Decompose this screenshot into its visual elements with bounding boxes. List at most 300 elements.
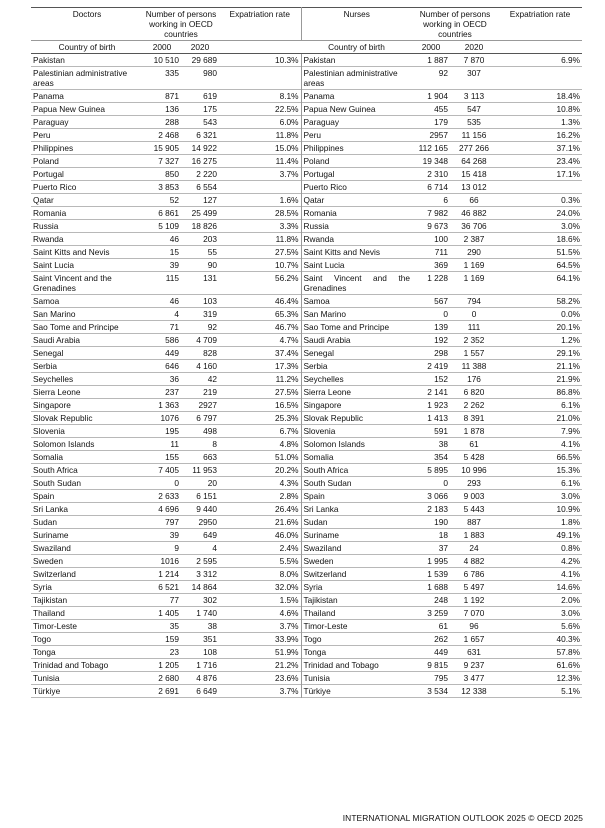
nurses-2000-cell: 1 904 — [427, 91, 448, 101]
doctors-2020-cell: 4 876 — [196, 673, 217, 683]
doctors-country-cell: Peru — [33, 130, 51, 140]
doctors-2000-cell: 586 — [165, 335, 179, 345]
table-row — [31, 181, 582, 194]
nurses-2020-header: 2020 — [450, 41, 498, 54]
nurses-rate-cell: 21.1% — [556, 361, 580, 371]
doctors-rate-cell: 3.7% — [219, 168, 301, 181]
doctors-2000-cell: 3 853 — [158, 182, 179, 192]
nurses-rate-cell: 29.1% — [556, 348, 580, 358]
nurses-rate-cell: 1.3% — [561, 117, 580, 127]
doctors-rate-cell: 11.4% — [219, 155, 301, 168]
doctors-country-cell: Swaziland — [33, 543, 71, 553]
nurses-2000-cell: 248 — [434, 595, 448, 605]
doctors-2020-cell: 1 740 — [196, 608, 217, 618]
table-row — [31, 490, 582, 503]
doctors-country-cell: Slovak Republic — [33, 413, 93, 423]
doctors-country-cell: Pakistan — [33, 55, 65, 65]
doctors-2000-cell: 15 — [169, 247, 179, 257]
doctors-country-cell: Sri Lanka — [33, 504, 69, 514]
nurses-2000-cell: 61 — [438, 621, 448, 631]
nurses-2020-cell: 1 557 — [463, 348, 485, 358]
doctors-country-cell: South Africa — [33, 465, 78, 475]
doctors-2000-cell: 2 633 — [158, 491, 179, 501]
nurses-2000-cell: 1 887 — [427, 55, 448, 65]
nurses-rate-cell: 51.5% — [556, 247, 580, 257]
doctors-rate-cell: 21.2% — [219, 659, 301, 672]
table-row — [31, 503, 582, 516]
nurses-2020-cell: 11 388 — [461, 361, 487, 371]
nurses-2020-cell: 1 192 — [463, 595, 485, 605]
nurses-country-cell: Türkiye — [303, 686, 331, 696]
doctors-2020-cell: 980 — [203, 68, 217, 78]
nurses-2020-cell: 12 338 — [461, 686, 487, 696]
doctors-rate-cell: 27.5% — [219, 386, 301, 399]
doctors-2020-cell: 16 275 — [191, 156, 217, 166]
nurses-2000-cell: 9 673 — [427, 221, 448, 231]
doctors-rate-cell: 56.2% — [219, 272, 301, 295]
doctors-number-header: Number of persons working in OECD countries — [145, 9, 217, 39]
nurses-2020-cell: 64 268 — [461, 156, 487, 166]
nurses-2020-cell: 9 237 — [463, 660, 485, 670]
nurses-country-cell: Saudi Arabia — [303, 335, 351, 345]
nurses-2020-cell: 6 820 — [463, 387, 485, 397]
doctors-rate-cell: 1.5% — [219, 594, 301, 607]
doctors-2000-cell: 1016 — [160, 556, 179, 566]
doctors-2000-cell: 10 510 — [153, 55, 179, 65]
nurses-2020-cell: 3 113 — [463, 91, 485, 101]
table-row — [31, 529, 582, 542]
doctors-country-cell: Saint Vincent and the Grenadines — [33, 273, 112, 293]
doctors-2000-cell: 237 — [165, 387, 179, 397]
nurses-2000-cell: 449 — [434, 647, 448, 657]
doctors-rate-cell: 28.5% — [219, 207, 301, 220]
doctors-2020-cell: 2 220 — [196, 169, 217, 179]
nurses-2000-cell: 0 — [443, 478, 448, 488]
nurses-country-cell: Panama — [303, 91, 335, 101]
nurses-2020-cell: 2 262 — [463, 400, 485, 410]
nurses-country-cell: Slovenia — [303, 426, 336, 436]
nurses-country-cell: South Sudan — [303, 478, 352, 488]
nurses-2020-cell: 4 882 — [463, 556, 485, 566]
nurses-rate-cell: 66.5% — [556, 452, 580, 462]
doctors-country-cell: Poland — [33, 156, 59, 166]
doctors-2000-cell: 71 — [169, 322, 179, 332]
nurses-rate-cell: 16.2% — [556, 130, 580, 140]
nurses-rate-cell: 3.0% — [561, 221, 580, 231]
nurses-2020-cell: 547 — [467, 104, 481, 114]
doctors-2000-cell: 4 — [174, 309, 179, 319]
doctors-rate-cell: 8.1% — [219, 90, 301, 103]
doctors-country-cell: Spain — [33, 491, 55, 501]
nurses-country-cell: Spain — [303, 491, 325, 501]
doctors-2020-cell: 175 — [203, 104, 217, 114]
doctors-country-cell: Qatar — [33, 195, 54, 205]
doctors-country-cell: Romania — [33, 208, 67, 218]
nurses-2000-cell: 1 688 — [427, 582, 448, 592]
table-row — [31, 477, 582, 490]
nurses-country-cell: Thailand — [303, 608, 336, 618]
doctors-2000-cell: 850 — [165, 169, 179, 179]
nurses-2020-cell: 7 070 — [463, 608, 485, 618]
nurses-2020-cell: 24 — [469, 543, 479, 553]
nurses-rate-cell: 6.1% — [561, 478, 580, 488]
table-row — [31, 90, 582, 103]
doctors-2000-cell: 6 861 — [158, 208, 179, 218]
nurses-rate-cell: 1.8% — [561, 517, 580, 527]
nurses-country-cell: Switzerland — [303, 569, 347, 579]
doctors-2000-cell: 449 — [165, 348, 179, 358]
nurses-2020-cell: 794 — [467, 296, 481, 306]
nurses-2000-cell: 112 165 — [418, 143, 448, 153]
nurses-country-cell: South Africa — [303, 465, 349, 475]
doctors-2000-cell: 2 691 — [158, 686, 179, 696]
doctors-rate-cell: 46.0% — [219, 529, 301, 542]
nurses-rate-cell: 5.1% — [561, 686, 580, 696]
doctors-2000-cell: 1 214 — [158, 569, 179, 579]
doctors-2020-cell: 203 — [203, 234, 217, 244]
nurses-2000-cell: 100 — [434, 234, 448, 244]
nurses-rate-cell: 61.6% — [556, 660, 580, 670]
doctors-rate-cell: 25.3% — [219, 412, 301, 425]
nurses-2000-cell: 3 259 — [427, 608, 448, 618]
nurses-2000-cell: 92 — [438, 68, 448, 78]
doctors-rate-cell: 37.4% — [219, 347, 301, 360]
doctors-2000-cell: 11 — [170, 439, 179, 449]
nurses-2000-cell: 262 — [434, 634, 448, 644]
nurses-rate-cell: 14.6% — [556, 582, 580, 592]
nurses-rate-cell: 58.2% — [556, 296, 580, 306]
doctors-country-cell: Türkiye — [33, 686, 61, 696]
nurses-country-cell: Sao Tome and Principe — [303, 322, 390, 332]
doctors-country-cell: Russia — [33, 221, 59, 231]
nurses-2000-cell: 0 — [443, 309, 448, 319]
doctors-2000-cell: 1 405 — [158, 608, 179, 618]
doctors-2000-cell: 5 109 — [158, 221, 179, 231]
doctors-2000-cell: 35 — [169, 621, 179, 631]
table-row — [31, 220, 582, 233]
table-row — [31, 659, 582, 672]
nurses-2020-cell: 10 996 — [461, 465, 487, 475]
table-row — [31, 464, 582, 477]
table-row — [31, 67, 582, 90]
nurses-2000-cell: 1 228 — [427, 273, 448, 283]
doctors-rate-cell: 20.2% — [219, 464, 301, 477]
doctors-rate-cell: 17.3% — [219, 360, 301, 373]
doctors-2000-cell: 0 — [174, 478, 179, 488]
nurses-country-cell: Togo — [303, 634, 322, 644]
nurses-2020-cell: 1 883 — [463, 530, 485, 540]
doctors-rate-cell: 11.2% — [219, 373, 301, 386]
table-row — [31, 646, 582, 659]
nurses-country-cell: Sweden — [303, 556, 334, 566]
doctors-rate-cell: 11.8% — [219, 233, 301, 246]
nurses-2020-cell: 631 — [467, 647, 481, 657]
nurses-country-cell: Pakistan — [303, 55, 336, 65]
doctors-rate-cell: 32.0% — [219, 581, 301, 594]
nurses-rate-cell: 15.3% — [556, 465, 580, 475]
doctors-country-cell: Switzerland — [33, 569, 76, 579]
doctors-country-cell: Saint Kitts and Nevis — [33, 247, 110, 257]
doctors-2020-cell: 6 554 — [196, 182, 217, 192]
nurses-rate-cell: 49.1% — [556, 530, 580, 540]
doctors-2000-cell: 159 — [165, 634, 179, 644]
nurses-country-cell: Tunisia — [303, 673, 330, 683]
table-row — [31, 581, 582, 594]
nurses-2020-cell: 1 657 — [463, 634, 485, 644]
table-row — [31, 233, 582, 246]
nurses-2020-cell: 887 — [467, 517, 481, 527]
nurses-2000-cell: 37 — [438, 543, 448, 553]
doctors-country-cell: Samoa — [33, 296, 60, 306]
doctors-rate-cell: 10.3% — [219, 54, 301, 67]
doctors-rate-cell: 3.7% — [219, 685, 301, 698]
nurses-country-cell: Somalia — [303, 452, 334, 462]
doctors-2020-cell: 1 716 — [196, 660, 217, 670]
doctors-country-cell: Serbia — [33, 361, 57, 371]
nurses-2000-cell: 354 — [434, 452, 448, 462]
doctors-2020-cell: 11 953 — [192, 465, 217, 475]
nurses-country-cell: Swaziland — [303, 543, 342, 553]
doctors-rate-cell: 33.9% — [219, 633, 301, 646]
doctors-rate-cell: 23.6% — [219, 672, 301, 685]
nurses-country-cell: Slovak Republic — [303, 413, 363, 423]
table-row — [31, 103, 582, 116]
doctors-header: Doctors — [72, 9, 102, 19]
table-row — [31, 142, 582, 155]
nurses-2000-cell: 567 — [434, 296, 448, 306]
nurses-2000-header: 2000 — [412, 41, 450, 54]
doctors-rate-cell: 2.8% — [219, 490, 301, 503]
doctors-2020-cell: 38 — [207, 621, 217, 631]
doctors-2000-cell: 77 — [169, 595, 179, 605]
doctors-2000-cell: 39 — [169, 530, 179, 540]
doctors-2020-cell: 90 — [207, 260, 217, 270]
doctors-country-cell: Syria — [33, 582, 52, 592]
table-row — [31, 246, 582, 259]
table-row — [31, 308, 582, 321]
nurses-country-cell: Russia — [303, 221, 329, 231]
table-row — [31, 399, 582, 412]
doctors-country-cell: Sao Tome and Principe — [33, 322, 119, 332]
nurses-country-cell: Qatar — [303, 195, 325, 205]
nurses-rate-cell: 6.9% — [561, 55, 580, 65]
doctors-rate-cell: 11.8% — [219, 129, 301, 142]
doctors-country-cell: Paraguay — [33, 117, 69, 127]
doctors-2020-cell: 663 — [203, 452, 217, 462]
nurses-2000-cell: 179 — [434, 117, 448, 127]
nurses-rate-subheader — [498, 41, 582, 54]
nurses-country-cell: Seychelles — [303, 374, 344, 384]
nurses-country-cell: Poland — [303, 156, 330, 166]
nurses-country-cell: Rwanda — [303, 234, 334, 244]
table-row — [31, 373, 582, 386]
nurses-2000-cell: 7 982 — [427, 208, 448, 218]
nurses-country-cell: Serbia — [303, 361, 328, 371]
table-row — [31, 116, 582, 129]
doctors-2000-cell: 195 — [165, 426, 179, 436]
nurses-rate-cell: 23.4% — [556, 156, 580, 166]
nurses-2020-cell: 9 003 — [463, 491, 485, 501]
doctors-rate-cell: 2.4% — [219, 542, 301, 555]
nurses-rate-cell: 6.1% — [561, 400, 580, 410]
doctors-country-cell: Togo — [33, 634, 51, 644]
doctors-2020-cell: 108 — [203, 647, 217, 657]
doctors-2020-cell: 25 499 — [191, 208, 217, 218]
table-row — [31, 347, 582, 360]
nurses-2020-cell: 307 — [467, 68, 481, 78]
nurses-2000-cell: 711 — [434, 247, 448, 257]
doctors-country-cell: Solomon Islands — [33, 439, 95, 449]
table-row — [31, 568, 582, 581]
nurses-country-cell: Saint Lucia — [303, 260, 345, 270]
doctors-2020-cell: 351 — [203, 634, 217, 644]
nurses-2020-cell: 176 — [467, 374, 481, 384]
nurses-rate-cell: 4.2% — [561, 556, 580, 566]
nurses-rate-cell: 86.8% — [556, 387, 580, 397]
doctors-2000-cell: 4 696 — [158, 504, 179, 514]
doctors-country-cell: Singapore — [33, 400, 71, 410]
nurses-2000-cell: 2 141 — [427, 387, 448, 397]
nurses-2000-cell: 369 — [434, 260, 448, 270]
nurses-2020-cell: 277 266 — [459, 143, 489, 153]
nurses-rate-cell: 21.0% — [556, 413, 580, 423]
doctors-country-cell: Slovenia — [33, 426, 65, 436]
nurses-rate-cell: 4.1% — [561, 569, 580, 579]
table-row — [31, 259, 582, 272]
nurses-2000-cell: 591 — [434, 426, 448, 436]
doctors-country-cell: Timor-Leste — [33, 621, 77, 631]
nurses-rate-cell: 1.2% — [561, 335, 580, 345]
table-row — [31, 607, 582, 620]
doctors-2000-cell: 23 — [169, 647, 179, 657]
nurses-2020-cell: 6 786 — [463, 569, 485, 579]
doctors-2000-cell: 115 — [165, 273, 179, 283]
nurses-rate-cell — [498, 181, 582, 194]
nurses-rate-cell: 17.1% — [556, 169, 580, 179]
nurses-2000-cell: 455 — [434, 104, 448, 114]
nurses-rate-cell: 2.0% — [561, 595, 580, 605]
table-row — [31, 542, 582, 555]
nurses-2020-cell: 61 — [469, 439, 479, 449]
table-row — [31, 620, 582, 633]
doctors-2000-header: 2000 — [143, 41, 181, 54]
doctors-2000-cell: 155 — [165, 452, 179, 462]
doctors-2000-cell: 9 — [174, 543, 179, 553]
nurses-country-cell: Papua New Guinea — [303, 104, 376, 114]
doctors-country-cell: Senegal — [33, 348, 64, 358]
nurses-rate-cell: 0.0% — [561, 309, 580, 319]
doctors-2020-cell: 103 — [203, 296, 217, 306]
nurses-2000-cell: 152 — [434, 374, 448, 384]
nurses-rate-cell: 0.8% — [561, 543, 580, 553]
nurses-2000-cell: 19 348 — [422, 156, 448, 166]
nurses-rate-cell: 24.0% — [556, 208, 580, 218]
nurses-2000-cell: 3 066 — [427, 491, 448, 501]
nurses-2020-cell: 535 — [467, 117, 481, 127]
doctors-2000-cell: 7 405 — [158, 465, 179, 475]
nurses-rate-cell: 3.0% — [561, 491, 580, 501]
table-row — [31, 438, 582, 451]
doctors-country-cell: Suriname — [33, 530, 69, 540]
nurses-2000-cell: 795 — [434, 673, 448, 683]
nurses-rate-cell: 7.9% — [561, 426, 580, 436]
table-row — [31, 685, 582, 698]
nurses-2000-cell: 192 — [434, 335, 448, 345]
table-row — [31, 168, 582, 181]
nurses-rate-cell: 0.3% — [561, 195, 580, 205]
doctors-rate-cell: 65.3% — [219, 308, 301, 321]
table-row — [31, 360, 582, 373]
nurses-2020-cell: 13 012 — [461, 182, 487, 192]
nurses-country-cell: Sierra Leone — [303, 387, 352, 397]
table-row — [31, 594, 582, 607]
doctors-country-cell: Panama — [33, 91, 64, 101]
doctors-rate-cell: 16.5% — [219, 399, 301, 412]
data-table — [31, 7, 582, 698]
table-row — [31, 194, 582, 207]
nurses-2020-cell: 1 169 — [463, 260, 485, 270]
nurses-rate-cell: 37.1% — [556, 143, 580, 153]
nurses-2000-cell: 5 895 — [427, 465, 448, 475]
doctors-2000-cell: 1 363 — [158, 400, 179, 410]
table-row — [31, 272, 582, 295]
table-row — [31, 386, 582, 399]
nurses-2020-cell: 46 882 — [461, 208, 487, 218]
nurses-country-cell: Singapore — [303, 400, 342, 410]
doctors-2020-cell: 649 — [203, 530, 217, 540]
doctors-rate-cell: 4.7% — [219, 334, 301, 347]
doctors-rate-cell: 6.0% — [219, 116, 301, 129]
nurses-country-cell: Timor-Leste — [303, 621, 348, 631]
doctors-2000-cell: 1076 — [160, 413, 179, 423]
doctors-country-cell: Trinidad and Tobago — [33, 660, 109, 670]
doctors-2020-cell: 302 — [203, 595, 217, 605]
doctors-2020-cell: 8 — [212, 439, 217, 449]
table-row — [31, 155, 582, 168]
doctors-country-cell: Sudan — [33, 517, 57, 527]
table-row — [31, 555, 582, 568]
doctors-country-cell: Sierra Leone — [33, 387, 81, 397]
nurses-rate-cell — [498, 67, 582, 90]
nurses-2020-cell: 11 156 — [461, 130, 487, 140]
doctors-rate-cell: 15.0% — [219, 142, 301, 155]
table-row — [31, 295, 582, 308]
nurses-country-cell: Peru — [303, 130, 322, 140]
doctors-2020-cell: 55 — [207, 247, 217, 257]
nurses-country-cell: Sudan — [303, 517, 328, 527]
doctors-2000-cell: 15 905 — [153, 143, 179, 153]
table-row — [31, 672, 582, 685]
nurses-2020-cell: 0 — [471, 309, 477, 319]
nurses-2020-cell: 293 — [467, 478, 481, 488]
doctors-2020-cell: 18 826 — [191, 221, 217, 231]
nurses-country-cell: Senegal — [303, 348, 334, 358]
doctors-2020-cell: 2950 — [198, 517, 217, 527]
footer-text: INTERNATIONAL MIGRATION OUTLOOK 2025 © OECD 2025 — [342, 813, 583, 823]
doctors-2020-cell: 127 — [203, 195, 217, 205]
doctors-2000-cell: 646 — [165, 361, 179, 371]
doctors-2000-cell: 46 — [169, 296, 179, 306]
doctors-rate-cell: 5.5% — [219, 555, 301, 568]
nurses-country-cell: Palestinian administrative areas — [303, 68, 398, 88]
doctors-rate-cell: 26.4% — [219, 503, 301, 516]
doctors-country-of-birth-header: Country of birth — [31, 41, 143, 54]
nurses-rate-cell: 40.3% — [556, 634, 580, 644]
nurses-country-cell: Saint Kitts and Nevis — [303, 247, 381, 257]
nurses-2020-cell: 96 — [469, 621, 479, 631]
table-row — [31, 451, 582, 464]
doctors-country-cell: Tonga — [33, 647, 56, 657]
